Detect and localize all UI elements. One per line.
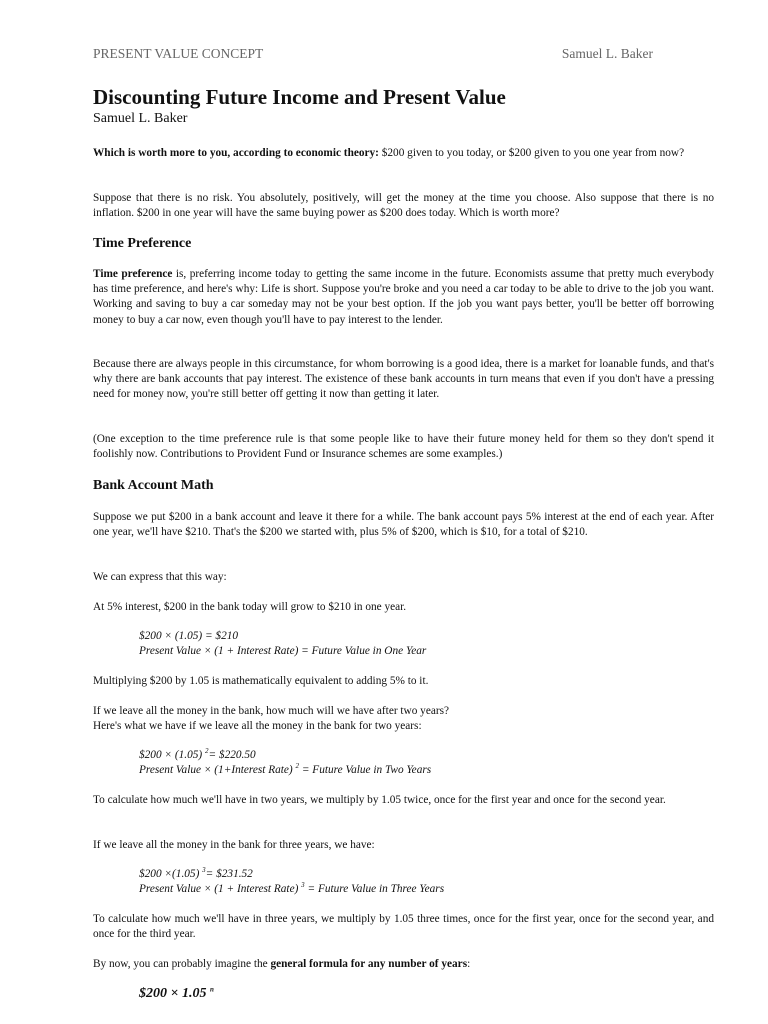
formula-three-years bbox=[139, 867, 444, 897]
formula-three-years-exponent: 3 bbox=[202, 866, 206, 875]
formula-two-years-words: Present Value × (1+Interest Rate) bbox=[139, 764, 296, 777]
formula-one-year-line-2: Present Value × (1 + Interest Rate) = Future Value in One Year bbox=[139, 645, 427, 658]
formula-three-years-expr: $200 ×(1.05) bbox=[139, 868, 203, 880]
formula-one-year-line-1: $200 × (1.05) = $210 bbox=[139, 630, 239, 642]
formula-three-years-words-exponent: 3 bbox=[301, 881, 305, 890]
running-header bbox=[93, 46, 653, 64]
header-left: PRESENT VALUE CONCEPT bbox=[93, 46, 264, 61]
bank-paragraph-4: Multiplying $200 by 1.05 is mathematically equivalent to adding 5% to it. bbox=[93, 675, 429, 687]
page-title: Discounting Future Income and Present Value bbox=[93, 85, 506, 109]
general-formula-phrase: general formula for any number of years bbox=[270, 958, 468, 970]
bank-paragraph-3: At 5% interest, $200 in the bank today will grow to $210 in one year. bbox=[93, 601, 407, 613]
bank-paragraph-5-line-1: If we leave all the money in the bank, how much will we have after two years? bbox=[93, 705, 450, 717]
formula-two-years-expr: $200 × (1.05) bbox=[139, 749, 205, 761]
author-line: Samuel L. Baker bbox=[93, 111, 188, 126]
intro-question-rest: $200 given to you today, or $200 given to you one year from now? bbox=[378, 147, 685, 159]
formula-three-years-line-2 bbox=[139, 882, 444, 897]
time-preference-definition: is, preferring income today to getting the same income in the future. Economists assume that pretty much everybody has time preference, and here's why: Life is short. Suppose you're broke and you need a car today to be able to drive to the job you want. Working and saving to buy a car someday may not be your best option. If the job you want pays better, you'll be better off borrowing money to buy a car now, even though you'll have to pay interest to the lender. bbox=[93, 268, 714, 326]
bank-paragraph-5-line-2: Here's what we have if we leave all the money in the bank for two years: bbox=[93, 720, 422, 733]
general-formula bbox=[139, 986, 214, 1002]
bank-paragraph-9-colon: : bbox=[467, 958, 471, 970]
formula-three-years-words-result: = Future Value in Three Years bbox=[304, 883, 445, 896]
formula-two-years-line-2 bbox=[139, 763, 431, 778]
general-formula-exponent: n bbox=[209, 985, 214, 994]
formula-two-years bbox=[139, 748, 431, 778]
bank-paragraph-6: To calculate how much we'll have in two years, we multiply by 1.05 twice, once for the first year and once for the second year. bbox=[93, 794, 666, 806]
general-formula-base: $200 × 1.05 bbox=[139, 986, 210, 1001]
section-heading-time-preference: Time Preference bbox=[93, 236, 192, 251]
header-right: Samuel L. Baker bbox=[561, 46, 653, 61]
formula-one-year bbox=[139, 629, 426, 659]
bank-paragraph-1: Suppose we put $200 in a bank account and leave it there for a while. The bank account pays 5% interest at the end of each year. After one year, we'll have $210. That's the $200 we started with, plus 5% of $200, which is $10, for a total of $210. bbox=[93, 511, 714, 539]
bank-paragraph-2: We can express that this way: bbox=[93, 571, 227, 583]
formula-two-years-words-result: = Future Value in Two Years bbox=[299, 764, 432, 777]
time-preference-paragraph-2: Because there are always people in this circumstance, for whom borrowing is a good idea, there is a market for loanable funds, and that's why there are bank accounts that pay interest. The existence of these bank accounts in turn means that even if you don't have a pressing need for money now, you're still better off getting it now than getting it later. bbox=[93, 358, 714, 401]
bank-paragraph-8: To calculate how much we'll have in three years, we multiply by 1.05 three times, once for the first year, once for the second year, and once for the third year. bbox=[93, 913, 714, 941]
bank-paragraph-9-lead: By now, you can probably imagine the bbox=[93, 958, 271, 970]
formula-three-years-line-1 bbox=[139, 867, 444, 882]
formula-two-years-line-1 bbox=[139, 748, 431, 763]
formula-three-years-words: Present Value × (1 + Interest Rate) bbox=[139, 883, 302, 896]
time-preference-term: Time preference bbox=[93, 268, 173, 280]
bank-paragraph-7: If we leave all the money in the bank for three years, we have: bbox=[93, 839, 375, 851]
time-preference-paragraph-3: (One exception to the time preference rule is that some people like to have their future money held for them so they don't spend it foolishly now. Contributions to Provident Fund or Insurance schemes are some examples.) bbox=[93, 433, 714, 461]
bank-paragraph-9 bbox=[93, 957, 714, 972]
time-preference-paragraph-1 bbox=[93, 267, 714, 328]
bank-paragraph-5 bbox=[93, 704, 714, 734]
formula-two-years-exponent: 2 bbox=[204, 747, 209, 756]
intro-question bbox=[93, 146, 714, 161]
intro-question-bold: Which is worth more to you, according to economic theory: bbox=[93, 147, 379, 159]
formula-two-years-words-exponent: 2 bbox=[295, 762, 300, 771]
formula-three-years-result: = $231.52 bbox=[205, 868, 253, 880]
formula-two-years-result: = $220.50 bbox=[208, 749, 256, 761]
section-heading-bank-account-math: Bank Account Math bbox=[93, 478, 214, 493]
intro-paragraph: Suppose that there is no risk. You absolutely, positively, will get the money at the time you choose. Also suppose that there is no inflation. $200 in one year will have the same buying power as $200 does today. Which is worth more? bbox=[93, 192, 714, 220]
